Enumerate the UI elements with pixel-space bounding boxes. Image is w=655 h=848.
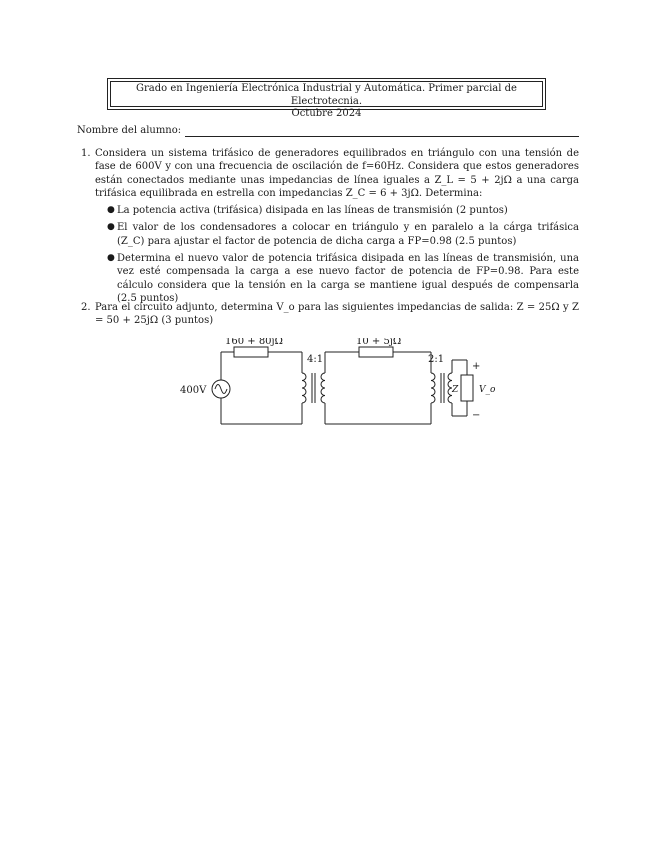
- z1-label: 160 + 80jΩ: [225, 338, 283, 347]
- problem-2-number: 2.: [81, 302, 91, 313]
- output-label: V_o: [479, 385, 496, 395]
- bullet-item: [107, 221, 579, 248]
- impedance-2: [359, 347, 393, 357]
- bullet-text: Determina el nuevo valor de potencia trifásica disipada en las líneas de transmisión, una vez esté compensada la carga a ese nuevo factor de potencia de FP=0.98. Para este cálculo considera que la tensión en la carga se mantiene igual después de compensarla (2.5 puntos): [117, 253, 579, 304]
- bullet-text: El valor de los condensadores a colocar en triángulo y en paralelo a la cárga trifásica (Z_C) para ajustar el factor de potencia de dicha carga a FP=0.98 (2.5 puntos): [117, 222, 579, 247]
- ratio-1-label: 4:1: [307, 354, 324, 365]
- primary-coil-1: [302, 373, 306, 403]
- secondary-coil-1: [321, 373, 325, 403]
- bullet-item: [107, 204, 579, 217]
- problem-1-bullets: [81, 204, 579, 305]
- primary-coil-2: [431, 373, 435, 403]
- header-date: Octubre 2024: [291, 108, 362, 119]
- student-name-label: Nombre del alumno:: [77, 125, 182, 136]
- bullet-icon: ●: [107, 205, 115, 216]
- ratio-2-label: 2:1: [428, 354, 445, 365]
- student-name-field[interactable]: [77, 124, 579, 137]
- problem-1-text: Considera un sistema trifásico de generadores equilibrados en triángulo con una tensión de fase de 600V y con una frecuencia de oscilación de f=60Hz. Considera que estos generadores están conectados mediante unas impedancias de línea iguales a Z_L = 5 + 2jΩ a una carga trifásica equilibrada en estrella con impedancias Z_C = 6 + 3jΩ. Determina:: [95, 148, 579, 199]
- load-label: Z: [452, 385, 459, 395]
- bullet-icon: ●: [107, 222, 115, 233]
- student-name-line[interactable]: [185, 127, 579, 137]
- header-title: Grado en Ingeniería Electrónica Industrial y Automática. Primer parcial de Electrotecnia.: [136, 83, 517, 107]
- circuit-diagram: [176, 338, 496, 428]
- problem-2: [81, 301, 579, 328]
- load-impedance: [461, 375, 473, 401]
- source-label: 400V: [180, 385, 207, 396]
- bullet-item: [107, 252, 579, 305]
- header-inner: [110, 81, 543, 119]
- impedance-1: [234, 347, 268, 357]
- bullet-text: La potencia activa (trifásica) disipada en las líneas de transmisión (2 puntos): [117, 205, 508, 217]
- minus-label: −: [472, 410, 481, 421]
- bullet-icon: ●: [107, 253, 115, 264]
- problem-1: [81, 147, 579, 309]
- header-box: [107, 78, 546, 119]
- sine-icon: [215, 385, 227, 394]
- plus-label: +: [472, 361, 481, 372]
- problem-1-number: 1.: [81, 148, 91, 159]
- problem-2-text: Para el circuito adjunto, determina V_o para las siguientes impedancias de salida: Z = 25Ω y Z = 50 + 25jΩ (3 puntos): [95, 302, 579, 327]
- z2-label: 10 + 5jΩ: [356, 338, 402, 347]
